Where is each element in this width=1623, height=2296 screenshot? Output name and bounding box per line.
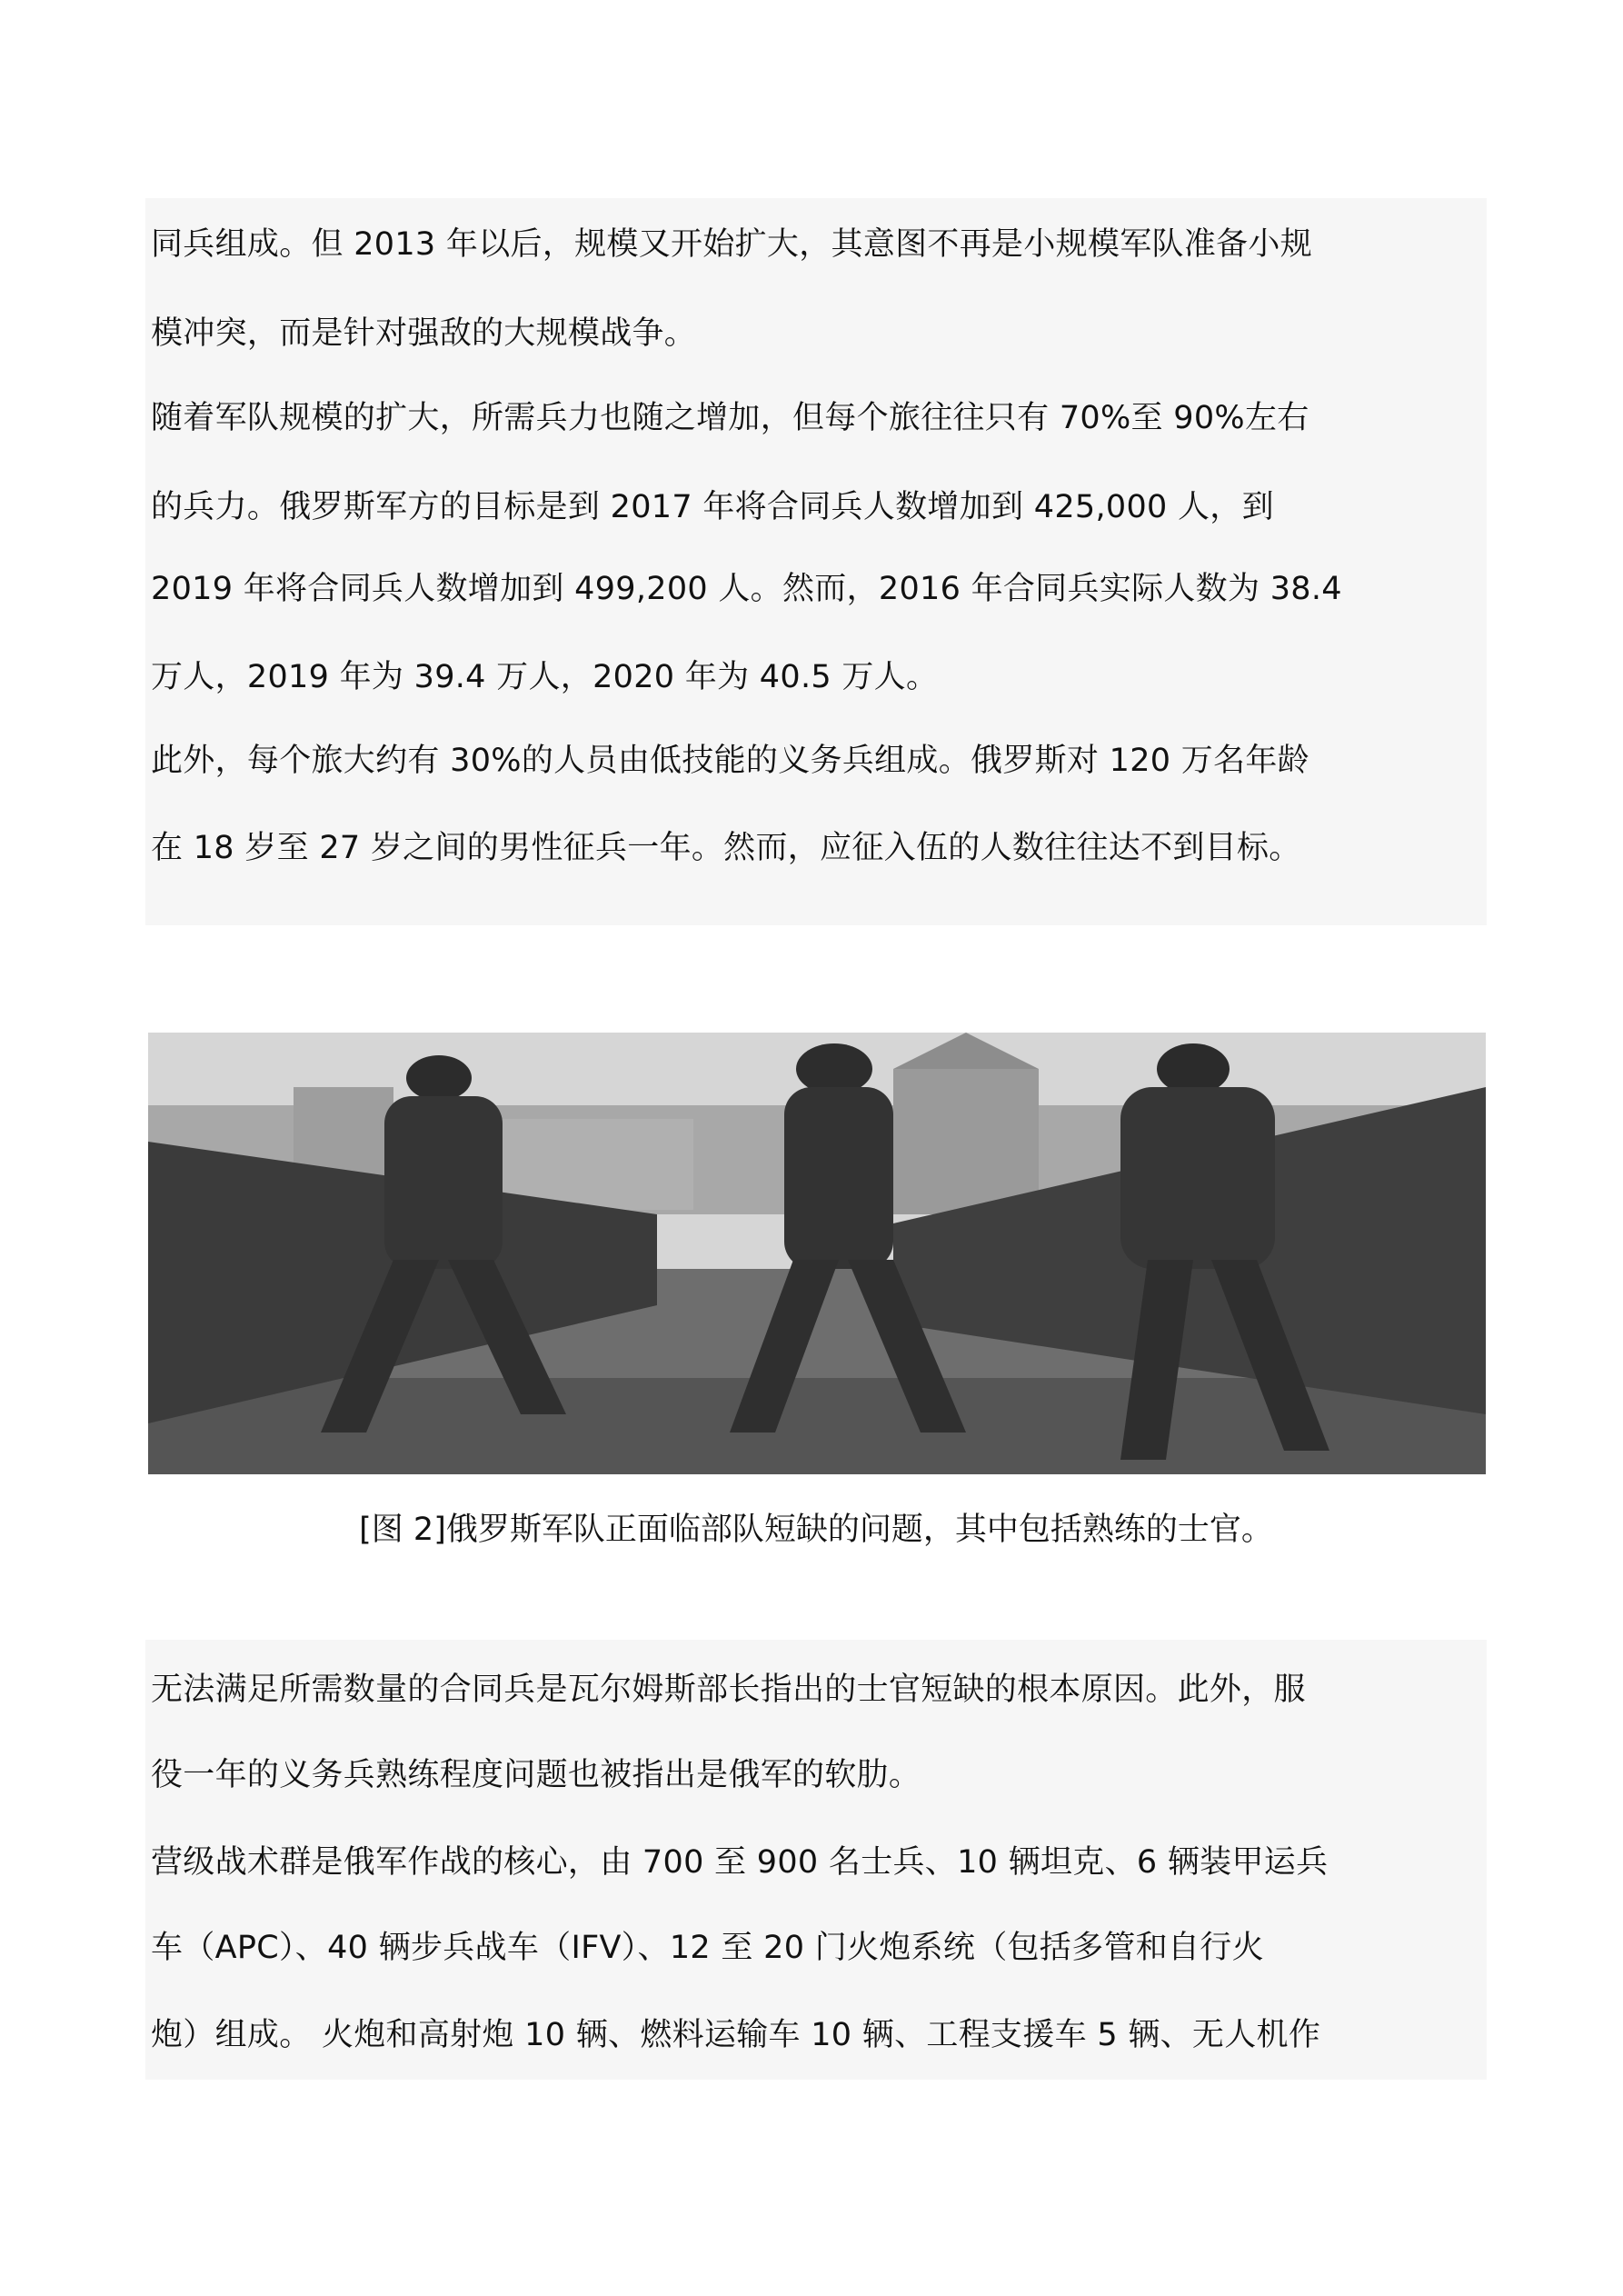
text-section-2 bbox=[145, 1640, 1487, 2080]
paragraph-line: 在 18 岁至 27 岁之间的男性征兵一年。然而，应征入伍的人数往往达不到目标。 bbox=[151, 830, 1301, 866]
paragraph-line: 模冲突，而是针对强敌的大规模战争。 bbox=[151, 315, 697, 352]
paragraph-line: 万人，2019 年为 39.4 万人，2020 年为 40.5 万人。 bbox=[151, 659, 939, 695]
paragraph-line: 炮）组成。 火炮和高射炮 10 辆、燃料运输车 10 辆、工程支援车 5 辆、无人机作 bbox=[151, 2017, 1321, 2053]
paragraph-line: 役一年的义务兵熟练程度问题也被指出是俄军的软肋。 bbox=[151, 1757, 921, 1793]
paragraph-line: 营级战术群是俄军作战的核心，由 700 至 900 名士兵、10 辆坦克、6 辆装甲运兵 bbox=[151, 1844, 1329, 1881]
soldiers-parade-photo bbox=[148, 1033, 1486, 1474]
text-section-1 bbox=[145, 198, 1487, 925]
paragraph-line: 随着军队规模的扩大，所需兵力也随之增加，但每个旅往往只有 70%至 90%左右 bbox=[151, 400, 1309, 436]
paragraph-line: 无法满足所需数量的合同兵是瓦尔姆斯部长指出的士官短缺的根本原因。此外，服 bbox=[151, 1672, 1306, 1708]
paragraph-line: 此外，每个旅大约有 30%的人员由低技能的义务兵组成。俄罗斯对 120 万名年龄 bbox=[151, 743, 1309, 779]
paragraph-line: 同兵组成。但 2013 年以后，规模又开始扩大，其意图不再是小规模军队准备小规 bbox=[151, 226, 1313, 263]
paragraph-line: 的兵力。俄罗斯军方的目标是到 2017 年将合同兵人数增加到 425,000 人，到 bbox=[151, 489, 1274, 525]
figure-caption: [图 2]俄罗斯军队正面临部队短缺的问题，其中包括熟练的士官。 bbox=[359, 1512, 1273, 1548]
paragraph-line: 车（APC）、40 辆步兵战车（IFV）、12 至 20 门火炮系统（包括多管和自行火 bbox=[151, 1930, 1264, 1966]
paragraph-line: 2019 年将合同兵人数增加到 499,200 人。然而，2016 年合同兵实际人数为 38.4 bbox=[151, 571, 1342, 607]
